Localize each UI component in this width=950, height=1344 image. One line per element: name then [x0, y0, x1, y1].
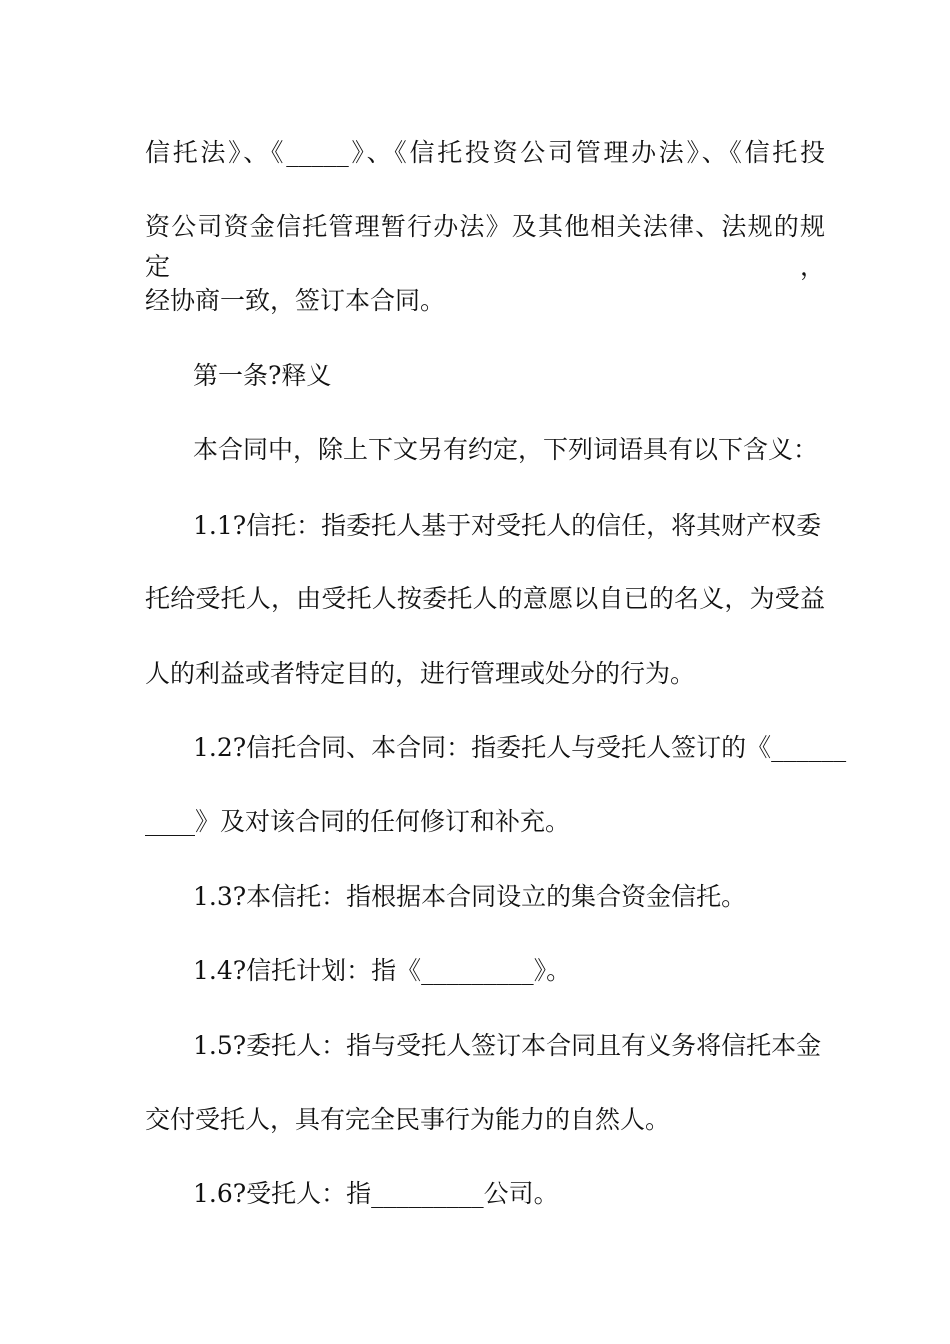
- text-line-3: 经协商一致，签订本合同。: [145, 286, 446, 315]
- definition-1-2: 1.2?信托合同、本合同：指委托人与受托人签订的《______: [193, 733, 847, 762]
- text-line-5: 本合同中，除上下文另有约定，下列词语具有以下含义：: [193, 435, 819, 464]
- text-line-8: 人的利益或者特定目的，进行管理或处分的行为。: [145, 659, 696, 688]
- definition-1-6: 1.6?受托人：指_________公司。: [193, 1179, 559, 1208]
- text-line-2: 资公司资金信托管理暂行办法》及其他相关法律、法规的规定，: [145, 212, 825, 281]
- text-line-14: 交付受托人，具有完全民事行为能力的自然人。: [145, 1105, 671, 1134]
- definition-1-3: 1.3?本信托：指根据本合同设立的集合资金信托。: [193, 882, 747, 911]
- definition-1-4: 1.4?信托计划：指《_________》。: [193, 956, 572, 985]
- text-line-7: 托给受托人，由受托人按委托人的意愿以自已的名义，为受益: [145, 584, 825, 613]
- definition-1-1: 1.1?信托：指委托人基于对受托人的信任，将其财产权委: [193, 511, 822, 540]
- definition-1-5: 1.5?委托人：指与受托人签订本合同且有义务将信托本金: [193, 1031, 822, 1060]
- text-line-10: ____》及对该合同的任何修订和补充。: [145, 807, 571, 836]
- section-heading: 第一条?释义: [193, 361, 332, 390]
- text-line-1: 信托法》、《_____》、《信托投资公司管理办法》、《信托投: [145, 138, 825, 167]
